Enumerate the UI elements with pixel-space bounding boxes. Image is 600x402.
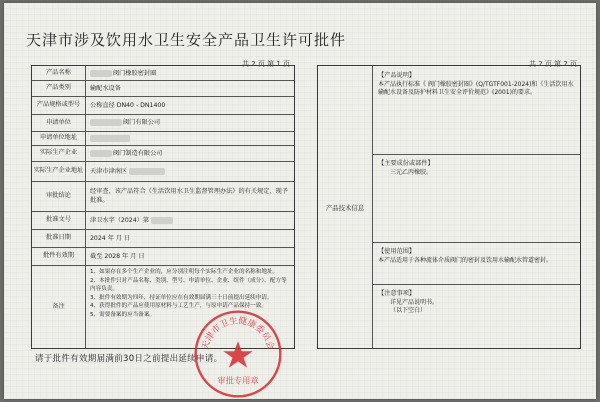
row-product-category xyxy=(32,80,294,97)
redaction-mark xyxy=(90,70,112,77)
redaction-mark xyxy=(90,135,130,142)
label-product-category: 产品类别 xyxy=(32,80,86,96)
label-approval-date: 批准日期 xyxy=(32,229,86,247)
section-product-description xyxy=(378,72,574,98)
seal-star-icon xyxy=(223,341,252,368)
remark-item: 4、获得批件的产品应使用原材料与工艺生产，与原申请产品保持一致。 xyxy=(90,303,267,309)
heading-materials: 【主要成份或部件】 xyxy=(378,160,434,167)
row-applicant xyxy=(32,114,294,132)
document-title: 天津市涉及饮用水卫生安全产品卫生许可批件 xyxy=(26,31,347,49)
redaction-mark xyxy=(129,168,165,175)
value-product-name: 阀门橡胶密封圈 xyxy=(113,69,157,77)
row-product-name xyxy=(32,66,294,81)
row-manufacturer-address xyxy=(32,161,294,182)
seal-ring-text: 天津市卫生健康委员会 xyxy=(200,316,276,351)
row-approval-date xyxy=(32,229,294,248)
label-opinion: 审批结论 xyxy=(32,181,86,211)
page-number-left: 共 2 页 第 1 页 xyxy=(242,60,291,68)
section-divider xyxy=(372,154,580,155)
row-validity xyxy=(32,247,294,266)
row-applicant-address xyxy=(32,131,294,146)
text-product-description: 本产品执行标准《 阀门橡胶密封圈》(Q/TGTF001-2024)和《生活饮用水输配水设备及防护材料卫生安全评价规范》(2001)的要求。 xyxy=(378,80,574,96)
label-manufacturer-address: 实际生产企业地址 xyxy=(32,161,86,181)
redaction-mark xyxy=(90,150,112,157)
value-approval-date: 2024 年 月 日 xyxy=(90,234,131,242)
label-model: 产品规格或型号 xyxy=(32,96,86,114)
text-notice: 详见产品说明书。 xyxy=(390,298,439,306)
row-approval-number xyxy=(32,211,294,230)
page-number-right: 共 2 页 第 2 页 xyxy=(529,60,578,68)
value-approval-number: 津卫水字（2024）第 xyxy=(90,216,150,224)
basic-info-table xyxy=(31,65,295,349)
heading-scope: 【使用范围】 xyxy=(378,248,416,255)
footer-note: 请于批件有效期届满前30日之前提出延续申请。 xyxy=(35,354,223,364)
section-notice xyxy=(378,290,574,316)
label-applicant-address: 申请单位地址 xyxy=(32,131,86,145)
permit-document xyxy=(4,3,596,399)
label-validity: 批件有效期 xyxy=(32,247,86,265)
label-manufacturer: 实际生产企业 xyxy=(32,145,86,161)
value-model: 公称直径 DN40 - DN1400 xyxy=(90,101,166,109)
value-opinion: 经审查，该产品符合《生活饮用水卫生监督管理办法》的有关规定，现予批准。 xyxy=(90,188,288,204)
value-manufacturer: 阀门制造有限公司 xyxy=(113,149,163,157)
value-product-category: 输配水设备 xyxy=(90,84,121,92)
technical-info-table xyxy=(317,65,581,349)
remark-item: 3、批件有效期为四年，持证单位应在有效期届满三十日前提出延续申请。 xyxy=(90,294,273,301)
text-blank-note: （以下空白） xyxy=(390,307,427,314)
label-approval-number: 批准文号 xyxy=(32,211,86,229)
value-manufacturer-address: 天津市津南区 xyxy=(90,167,128,175)
remark-item: 1、如果存在多个生产企业的，应分别注明每个实际生产企业的名称和地址。 xyxy=(90,269,279,275)
value-applicant: 阀门有限公司 xyxy=(123,119,161,126)
seal-bottom-text: 审批专用章 xyxy=(217,375,259,386)
label-applicant: 申请单位 xyxy=(32,114,86,131)
label-product-name: 产品名称 xyxy=(32,66,86,80)
redaction-mark xyxy=(90,119,122,126)
heading-product-description: 【产品说明】 xyxy=(378,72,416,79)
section-divider xyxy=(372,284,580,285)
label-remarks: 备注 xyxy=(32,265,86,348)
redaction-mark xyxy=(151,217,173,224)
remark-item: 2、本批件只对产品名称、类别、型号、申请单位、企业、组件（成分）、配方等内容负责。 xyxy=(90,277,287,292)
remark-item: 5、需要备案的应当备案。 xyxy=(90,311,156,318)
text-materials: 三元乙丙橡胶。 xyxy=(390,168,433,176)
section-materials xyxy=(378,160,574,177)
row-opinion xyxy=(32,181,294,212)
section-divider xyxy=(372,242,580,243)
label-technical-info: 产品技术信息 xyxy=(318,66,373,348)
official-seal xyxy=(192,308,284,400)
row-manufacturer xyxy=(32,145,294,162)
row-model xyxy=(32,96,294,115)
section-scope xyxy=(378,248,574,265)
text-scope: 本产品适用于各种流体介质阀门的密封及饮用水输配水管道密封。 xyxy=(378,256,553,264)
heading-notice: 【注意事项】 xyxy=(378,290,416,297)
value-validity: 截至 2028 年 月 日 xyxy=(90,252,145,260)
